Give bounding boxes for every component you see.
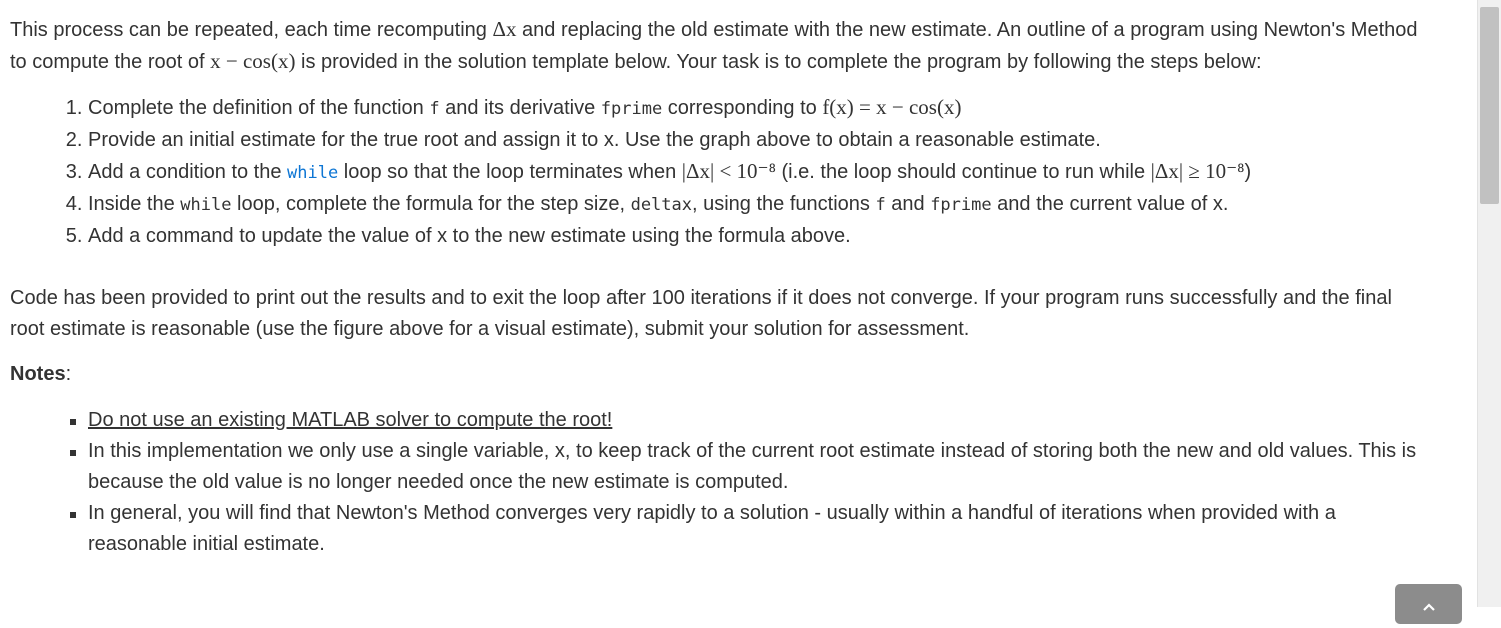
results-paragraph: Code has been provided to print out the results and to exit the loop after 100 iterations if it does not converge. If your program runs successfully and the final root estimate is reasonable (use the figure above for a visual estimate), submit your solution for assessment.	[10, 287, 1392, 340]
list-item: 2. Provide an initial estimate for the true root and assign it to x. Use the graph above to obtain a reasonable estimate.	[88, 125, 1430, 156]
math-delta-x: Δx	[492, 17, 517, 41]
scrollbar-thumb[interactable]	[1480, 7, 1499, 204]
intro-paragraph: This process can be repeated, each time recomputing Δx and replacing the old estimate with the new estimate. An outline of a program using Newton's Method to compute the root of x − cos(x) is provided in the solution template below. Your task is to complete the program by following the steps below:	[10, 17, 1418, 73]
list-item: In general, you will find that Newton's Method converges very rapidly to a solution - usually within a handful of iterations when provided with a reasonable initial estimate.	[88, 498, 1430, 560]
list-item: Do not use an existing MATLAB solver to compute the root!	[88, 405, 1430, 436]
list-item: In this implementation we only use a single variable, x, to keep track of the current root estimate instead of storing both the new and old values. This is because the old value is no longer needed once the new estimate is computed.	[88, 436, 1430, 498]
chevron-up-icon	[1422, 598, 1436, 614]
list-item: 1. Complete the definition of the function f and its derivative fprime corresponding to f(x) = x − cos(x)	[88, 92, 1430, 125]
notes-heading: Notes:	[10, 363, 72, 385]
notes-list	[10, 405, 1430, 560]
steps-list	[10, 92, 1430, 252]
list-item: 5. Add a command to update the value of x to the new estimate using the formula above.	[88, 221, 1430, 252]
math-fx-def: f(x) = x − cos(x)	[822, 95, 962, 119]
list-item: 4. Inside the while loop, complete the formula for the step size, deltax, using the functions f and fprime and the current value of x.	[88, 189, 1430, 221]
math-function: x − cos(x)	[210, 49, 296, 73]
math-continue-condition: |Δx| ≥ 10⁻⁸	[1150, 159, 1245, 183]
math-terminate-condition: |Δx| < 10⁻⁸	[681, 159, 776, 183]
list-item: 3. Add a condition to the while loop so that the loop terminates when |Δx| < 10⁻⁸ (i.e. the loop should continue to run while |Δx| ≥ 10⁻⁸)	[88, 156, 1430, 189]
vertical-scrollbar[interactable]	[1477, 0, 1501, 607]
scroll-to-top-button[interactable]	[1395, 584, 1462, 624]
problem-description	[10, 14, 1430, 560]
